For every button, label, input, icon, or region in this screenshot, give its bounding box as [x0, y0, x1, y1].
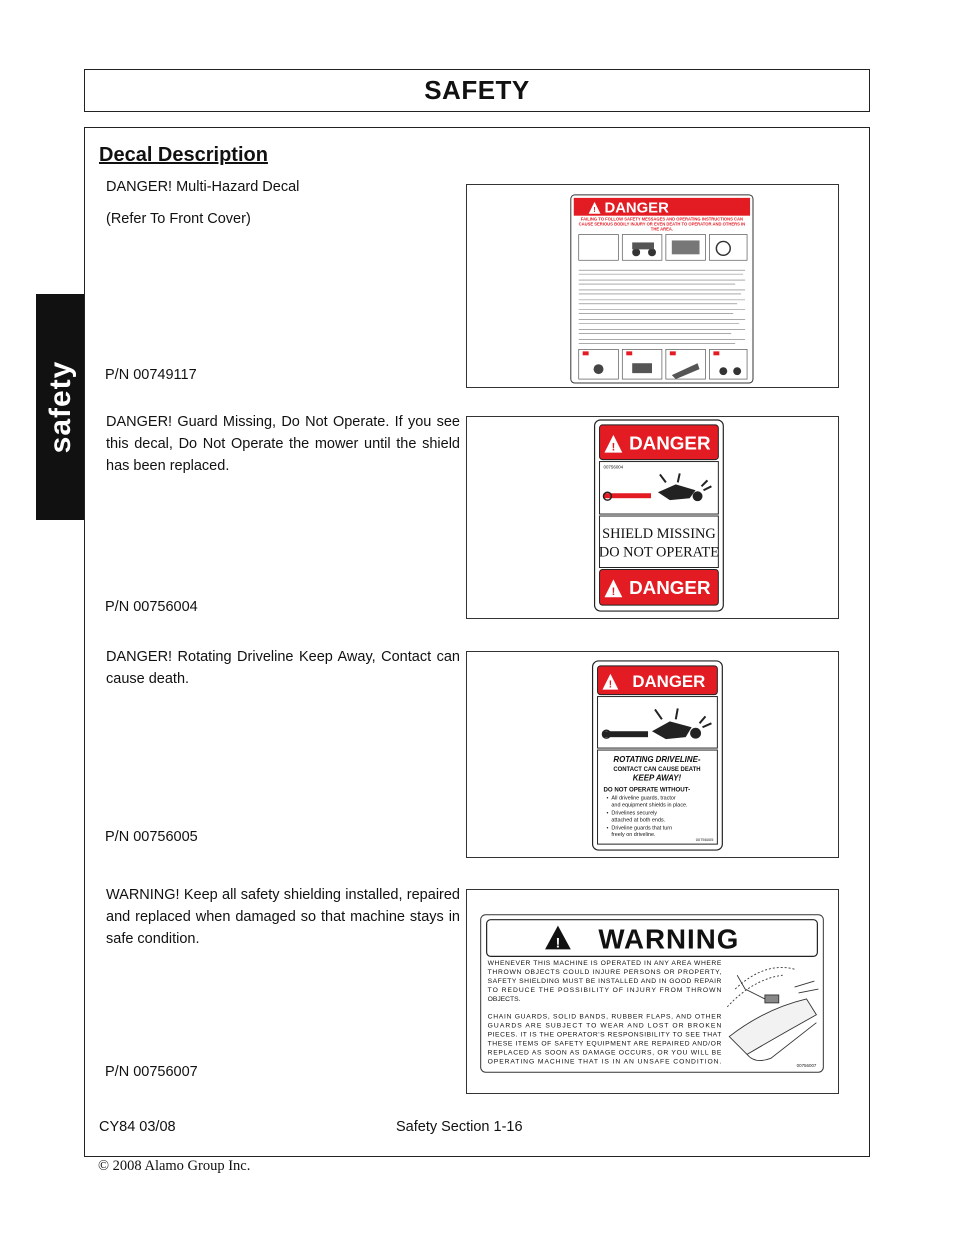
decal-4-p2-line-4: THESE ITEMS OF SAFETY EQUIPMENT ARE REPAIRED AND/OR	[487, 1040, 722, 1048]
decal-4-image	[466, 889, 839, 1094]
decal-3-item-2-line-2: attached at both ends.	[611, 817, 666, 824]
decal-3-line-2: CONTACT CAN CAUSE DEATH	[613, 766, 701, 773]
decal-4-p1-line-4: TO REDUCE THE POSSIBILITY OF INJURY FROM THROWN	[487, 986, 722, 994]
rotating-driveline-decal-graphic	[467, 652, 838, 857]
decal-3-part-number: P/N 00756005	[105, 829, 198, 845]
page-title: SAFETY	[424, 75, 530, 105]
decal-3-item-3-line-1: Driveline guards that turn	[611, 825, 673, 832]
page-header	[84, 69, 870, 112]
svg-text:!: !	[608, 679, 613, 691]
footer-section-page: Safety Section 1-16	[396, 1119, 523, 1135]
svg-text:•: •	[606, 825, 609, 832]
decal-3-list-title: DO NOT OPERATE WITHOUT-	[603, 786, 691, 794]
decal-4-signal-word: WARNING	[598, 923, 740, 955]
decal-2-description: DANGER! Guard Missing, Do Not Operate. If you see this decal, Do Not Operate the mower until the shield has been replaced.	[106, 414, 460, 474]
decal-4-part-number: P/N 00756007	[105, 1064, 198, 1080]
svg-text:!: !	[611, 441, 616, 454]
decal-4-p2-line-6: OPERATING MACHINE THAT IS IN AN UNSAFE CONDITION.	[487, 1058, 722, 1066]
shield-missing-decal-graphic	[467, 417, 838, 618]
decal-3-line-1: ROTATING DRIVELINE-	[613, 754, 701, 764]
thrown-objects-warning-decal-graphic	[467, 890, 838, 1093]
section-side-tab	[36, 294, 85, 520]
svg-text:!: !	[555, 934, 561, 951]
decal-1-description: DANGER! Multi-Hazard Decal	[106, 179, 300, 195]
decal-4-part-code: 00756007	[796, 1063, 817, 1069]
decal-4-p2-line-3: PIECES. IT IS THE OPERATOR'S RESPONSIBILITY TO SEE THAT	[487, 1031, 722, 1039]
decal-3-item-2-line-1: Drivelines securely	[611, 810, 658, 817]
decal-2-line-1: SHIELD MISSING	[602, 525, 716, 542]
decal-4-p2-line-5: REPLACED AS SOON AS DAMAGE OCCURS, OR YOU WILL BE	[487, 1049, 722, 1057]
decal-4-p1-line-5: OBJECTS.	[487, 995, 521, 1003]
decal-2-signal-word-bottom: DANGER	[629, 577, 711, 599]
section-heading: Decal Description	[99, 144, 268, 166]
decal-2-line-2: DO NOT OPERATE	[598, 544, 719, 561]
decal-2-part-code: 00756004	[603, 464, 624, 470]
decal-4-p1-line-2: THROWN OBJECTS COULD INJURE PERSONS OR PROPERTY,	[487, 969, 722, 977]
decal-3-part-code: 00756005	[695, 837, 714, 843]
decal-3-item-3-line-2: freely on driveline.	[611, 832, 656, 839]
decal-4-p1-line-1: WHENEVER THIS MACHINE IS OPERATED IN ANY AREA WHERE	[487, 960, 722, 968]
decal-3-item-1-line-1: All driveline guards, tractor	[611, 795, 676, 802]
svg-text:•: •	[606, 795, 609, 802]
decal-3-description: DANGER! Rotating Driveline Keep Away, Contact can cause death.	[106, 649, 460, 687]
decal-4-p2-line-2: GUARDS ARE SUBJECT TO WEAR AND LOST OR BROKEN	[487, 1022, 722, 1030]
svg-text:!: !	[611, 586, 616, 599]
decal-3-item-1-line-2: and equipment shields in place.	[611, 802, 688, 809]
decal-4-p1-line-3: SAFETY SHIELDING MUST BE INSTALLED AND IN GOOD REPAIR	[487, 978, 722, 986]
svg-text:•: •	[606, 810, 609, 817]
svg-text:!: !	[593, 207, 596, 215]
decal-2-image	[466, 416, 839, 619]
decal-1-intro-text: FAILING TO FOLLOW SAFETY MESSAGES AND OPERATING INSTRUCTIONS CAN CAUSE SERIOUS BODILY INJURY OR EVEN DEATH TO OPERATOR AND OTHERS IN THE AREA.	[578, 216, 746, 231]
content-frame	[84, 127, 870, 1157]
copyright-notice: © 2008 Alamo Group Inc.	[98, 1158, 251, 1174]
decal-3-signal-word: DANGER	[632, 672, 706, 692]
decal-2-part-number: P/N 00756004	[105, 599, 198, 615]
decal-4-p2-line-1: CHAIN GUARDS, SOLID BANDS, RUBBER FLAPS, AND OTHER	[487, 1013, 722, 1021]
footer-model-date: CY84 03/08	[99, 1119, 176, 1135]
multi-hazard-decal-graphic	[467, 185, 838, 387]
decal-1-part-number: P/N 00749117	[105, 367, 197, 383]
decal-1-signal-word: DANGER	[604, 200, 669, 217]
decal-1-image	[466, 184, 839, 388]
decal-3-line-3: KEEP AWAY!	[632, 773, 682, 783]
decal-4-description: WARNING! Keep all safety shielding installed, repaired and replaced when damaged so that machine stays in safe condition.	[106, 887, 460, 947]
decal-3-image	[466, 651, 839, 858]
decal-2-signal-word-top: DANGER	[629, 432, 711, 454]
side-tab-label: safety	[43, 360, 77, 454]
decal-1-note: (Refer To Front Cover)	[106, 211, 251, 227]
